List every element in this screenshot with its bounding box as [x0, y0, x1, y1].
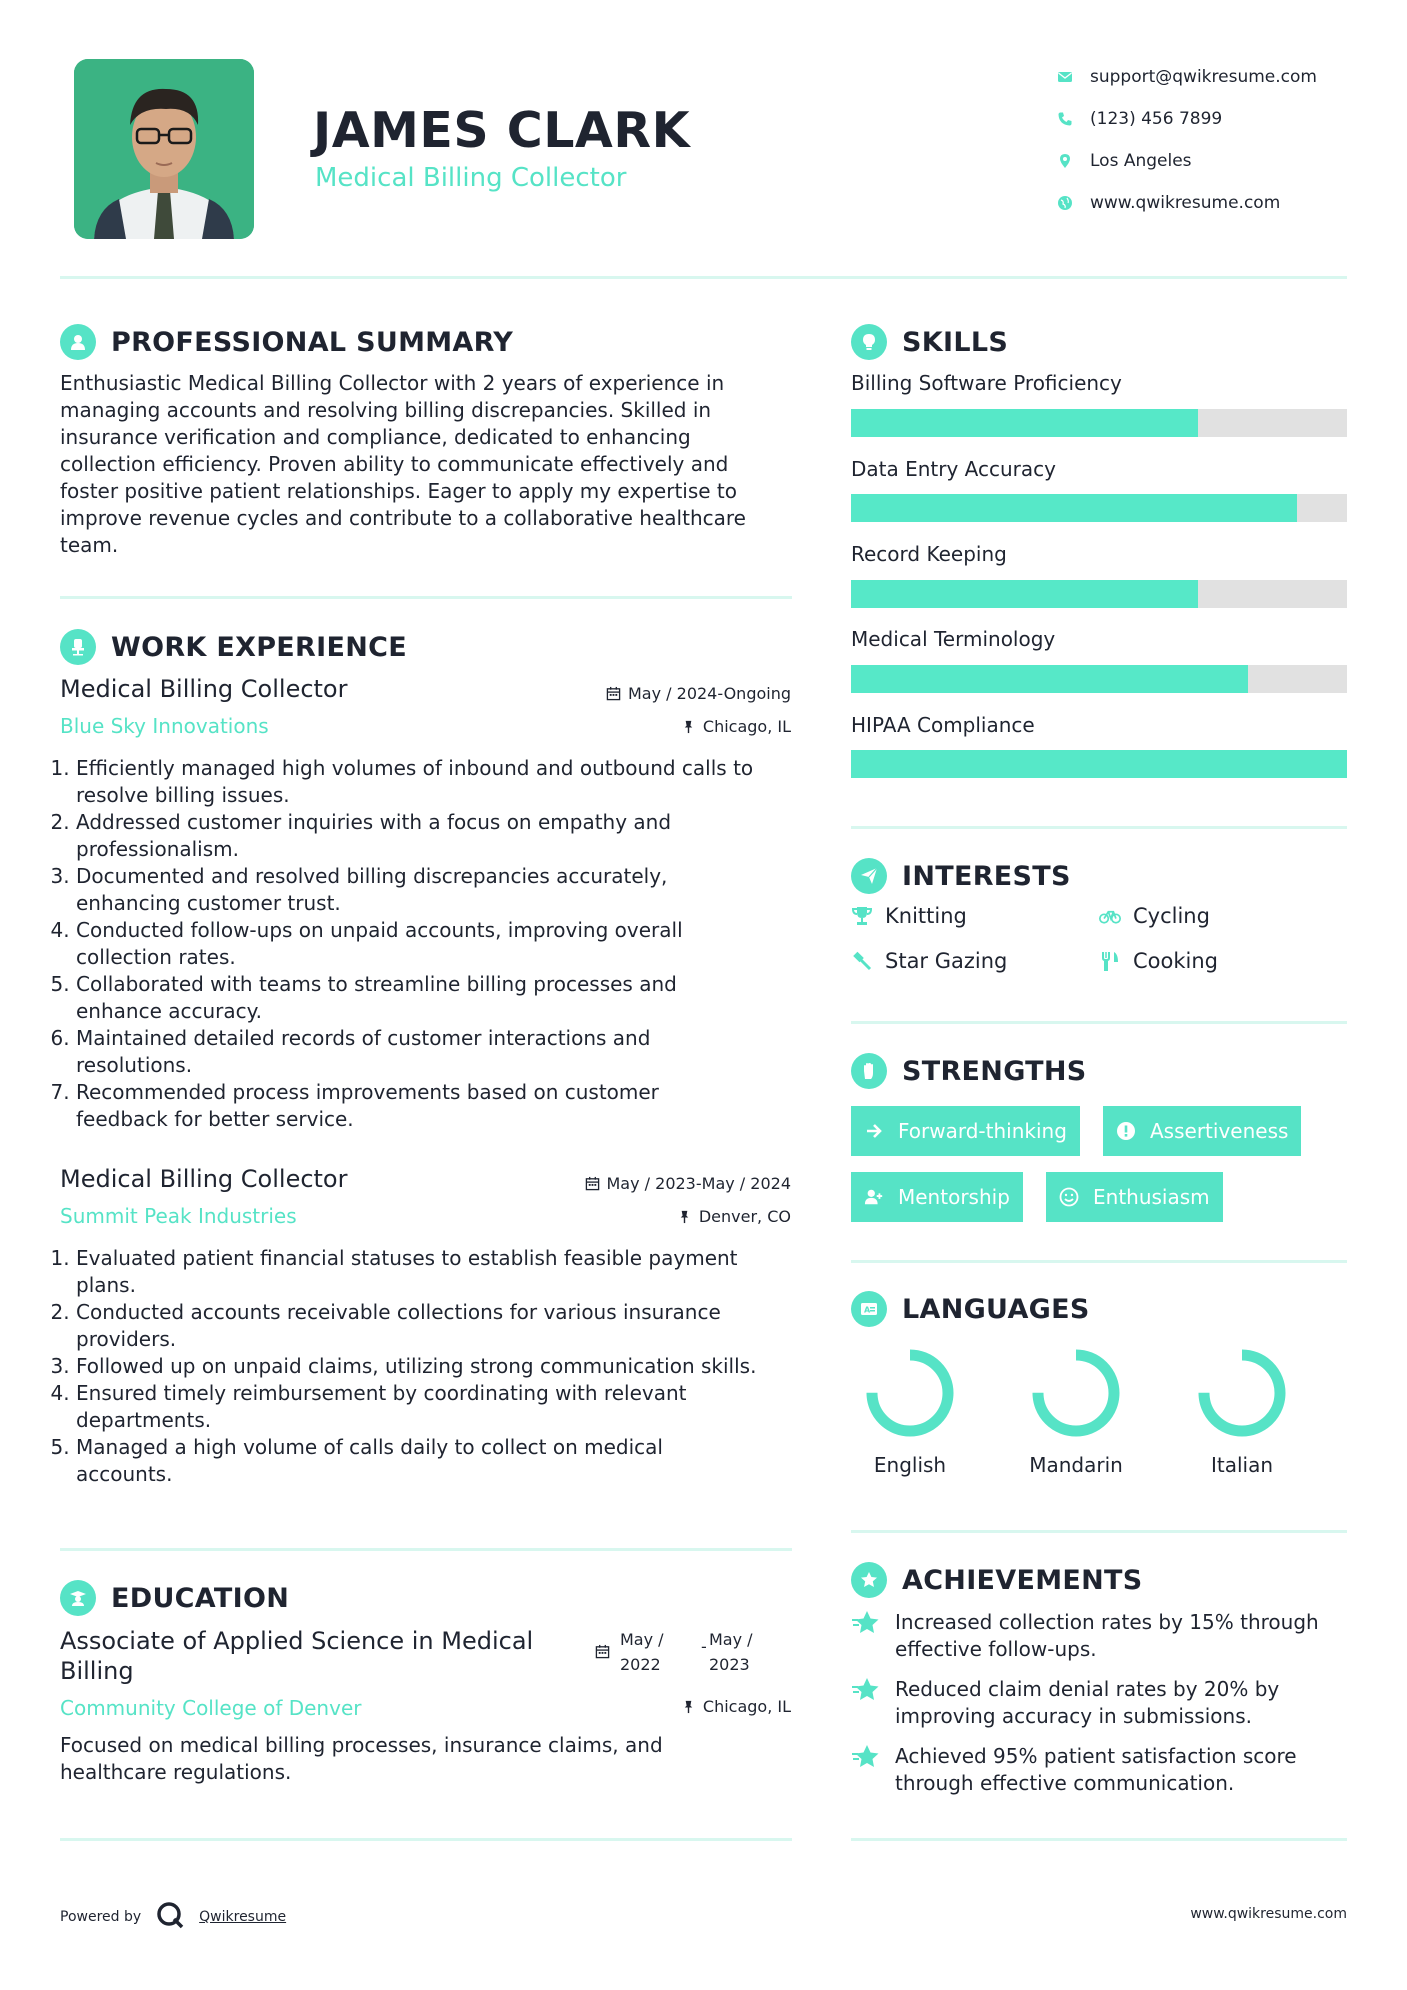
section-divider [60, 596, 792, 599]
language-ring-arc [1038, 1355, 1114, 1431]
language-ring [1194, 1345, 1290, 1441]
skill-bar [851, 750, 1347, 778]
job-2-location [500, 1207, 791, 1226]
achievements-title: ACHIEVEMENTS [902, 1564, 1143, 1596]
language-item [855, 1345, 965, 1477]
list-item: 2. Addressed customer inquiries with a focus on empathy and professionalism. [76, 809, 803, 863]
phone-icon [1057, 111, 1073, 127]
skill-bar-fill [851, 665, 1248, 693]
summary-line: insurance verification and compliance, dedicated to enhancing [60, 425, 691, 449]
language-label: English [873, 1453, 947, 1477]
education-location [500, 1697, 791, 1716]
list-item: 3. Followed up on unpaid claims, utilizing strong communication skills. [76, 1353, 803, 1380]
list-item: 5. Managed a high volume of calls daily to collect on medical accounts. [76, 1434, 803, 1488]
skill-label: Billing Software Proficiency [851, 371, 1122, 395]
pin-icon [681, 719, 696, 734]
achievement-item: Reduced claim denial rates by 20% by improving accuracy in submissions. [851, 1676, 1279, 1730]
list-item: 1. Efficiently managed high volumes of inbound and outbound calls to resolve billing issues. [76, 755, 803, 809]
interest-label: Cooking [1133, 949, 1218, 973]
star-icon [851, 1675, 881, 1705]
strengths-heading [851, 1053, 1087, 1089]
section-divider [851, 1021, 1347, 1024]
strength-label: Forward-thinking [898, 1119, 1067, 1143]
interests-title: INTERESTS [902, 860, 1071, 892]
interest-label: Cycling [1133, 904, 1210, 928]
skill-bar [851, 580, 1347, 608]
skill-bar-fill [851, 494, 1297, 522]
contact-phone-text: (123) 456 7899 [1090, 109, 1223, 129]
interests-heading [851, 858, 1071, 894]
date-separator: - [701, 1637, 707, 1656]
calendar-icon [606, 686, 621, 701]
strengths-title: STRENGTHS [902, 1055, 1087, 1087]
graduate-icon [60, 1580, 96, 1616]
chair-icon [60, 629, 96, 665]
list-item: 1. Evaluated patient financial statuses to establish feasible payment plans. [76, 1245, 803, 1299]
education-description: Focused on medical billing processes, insurance claims, and healthcare regulations. [60, 1733, 663, 1784]
language-ring [862, 1345, 958, 1441]
strength-tag [851, 1172, 1023, 1222]
language-label: Italian [1210, 1453, 1274, 1477]
user-icon [60, 324, 96, 360]
interest-item [851, 904, 967, 928]
section-divider [60, 1838, 792, 1841]
job-2-title: Medical Billing Collector [60, 1165, 348, 1193]
job-2-location-text: Denver, CO [698, 1207, 791, 1226]
pin-icon [681, 1699, 696, 1714]
achievement-item: Increased collection rates by 15% through effective follow-ups. [851, 1609, 1319, 1663]
skill-bar-fill [851, 750, 1347, 778]
star-icon [851, 1742, 881, 1772]
candidate-name: JAMES CLARK [313, 102, 691, 159]
globe-icon [1057, 195, 1073, 211]
summary-text [60, 370, 800, 559]
exclamation-circle-icon [1116, 1121, 1136, 1141]
interest-label: Star Gazing [885, 949, 1008, 973]
skill-bar-fill [851, 580, 1198, 608]
svg-text:A: A [864, 1305, 871, 1315]
education-location-text: Chicago, IL [702, 1697, 791, 1716]
skill-label: Record Keeping [851, 542, 1007, 566]
list-item: 2. Conducted accounts receivable collections for various insurance providers. [76, 1299, 803, 1353]
footer-powered-by [60, 1900, 286, 1934]
strength-tag [851, 1106, 1080, 1156]
location-icon [1057, 153, 1073, 169]
school-name: Community College of Denver [60, 1696, 362, 1720]
summary-line: foster positive patient relationships. Eager to apply my expertise to [60, 479, 738, 503]
language-label: Mandarin [1029, 1453, 1123, 1477]
brand-link[interactable]: Qwikresume [199, 1909, 287, 1925]
lightbulb-icon [851, 324, 887, 360]
job-2-company: Summit Peak Industries [60, 1204, 297, 1228]
list-item: 4. Conducted follow-ups on unpaid accounts, improving overall collection rates. [76, 917, 803, 971]
paper-plane-icon [851, 858, 887, 894]
section-divider [60, 1548, 792, 1551]
language-item [1021, 1345, 1131, 1477]
language-ring [1028, 1345, 1124, 1441]
pin-icon [677, 1209, 692, 1224]
contact-email-text: support@qwikresume.com [1090, 67, 1317, 87]
summary-line: improve revenue cycles and contribute to a collaborative healthcare [60, 506, 746, 530]
job-1-location [500, 717, 791, 736]
skill-bar [851, 665, 1347, 693]
skills-title: SKILLS [902, 326, 1009, 358]
languages-title: LANGUAGES [902, 1293, 1090, 1325]
candidate-title: Medical Billing Collector [315, 163, 627, 193]
skill-label: Data Entry Accuracy [851, 457, 1056, 481]
trophy-icon [851, 905, 873, 927]
contact-website[interactable] [1054, 182, 1384, 224]
language-ring-arc [1204, 1355, 1280, 1431]
summary-line: Enthusiastic Medical Billing Collector with 2 years of experience in [60, 371, 725, 395]
strength-label: Mentorship [898, 1185, 1010, 1209]
languages-heading [851, 1291, 1090, 1327]
education-title: EDUCATION [111, 1582, 290, 1614]
summary-line: team. [60, 533, 119, 557]
job-1-company: Blue Sky Innovations [60, 714, 269, 738]
list-item: 6. Maintained detailed records of customer interactions and resolutions. [76, 1025, 803, 1079]
skill-bar [851, 494, 1347, 522]
contact-location-text: Los Angeles [1090, 151, 1192, 171]
summary-heading [60, 324, 513, 360]
job-1-title: Medical Billing Collector [60, 675, 348, 703]
summary-line: collection efficiency. Proven ability to communicate effectively and [60, 452, 729, 476]
education-heading [60, 1580, 289, 1616]
strength-label: Enthusiasm [1093, 1185, 1210, 1209]
list-item: 3. Documented and resolved billing discrepancies accurately, enhancing customer trust. [76, 863, 803, 917]
list-item: 4. Ensured timely reimbursement by coordinating with relevant departments. [76, 1380, 803, 1434]
list-item: 7. Recommended process improvements based on customer feedback for better service. [76, 1079, 803, 1133]
contact-location [1054, 140, 1384, 182]
work-title: WORK EXPERIENCE [111, 631, 407, 663]
achievements-heading [851, 1562, 1143, 1598]
smile-icon [1059, 1187, 1079, 1207]
language-item [1187, 1345, 1297, 1477]
skill-bar [851, 409, 1347, 437]
strength-label: Assertiveness [1150, 1119, 1289, 1143]
powered-by-text: Powered by [60, 1909, 142, 1925]
skill-label: HIPAA Compliance [851, 713, 1035, 737]
summary-title: PROFESSIONAL SUMMARY [111, 326, 514, 358]
contact-website-text: www.qwikresume.com [1090, 193, 1281, 213]
arrow-right-icon [864, 1121, 884, 1141]
work-heading [60, 629, 407, 665]
interest-item [1099, 949, 1218, 973]
job-2-duties [58, 1245, 803, 1488]
education-date-start: May / 2022 [620, 1630, 664, 1674]
utensils-icon [1099, 950, 1121, 972]
profile-photo [74, 59, 254, 239]
contact-list [1054, 56, 1384, 224]
interest-item [851, 949, 1007, 973]
strength-tag [1046, 1172, 1223, 1222]
interest-label: Knitting [885, 904, 967, 928]
job-1-date-text: May / 2024-Ongoing [628, 684, 791, 703]
star-icon [851, 1608, 881, 1638]
language-ring-arc [872, 1355, 948, 1431]
gavel-icon [851, 950, 873, 972]
user-plus-icon [864, 1187, 884, 1207]
job-1-duties [58, 755, 803, 1133]
list-item: 5. Collaborated with teams to streamline billing processes and enhance accuracy. [76, 971, 803, 1025]
hand-icon [851, 1053, 887, 1089]
job-2-date-text: May / 2023-May / 2024 [606, 1174, 791, 1193]
qwikresume-logo-icon [155, 1900, 185, 1934]
interest-item [1099, 904, 1210, 928]
section-divider [851, 1838, 1347, 1841]
skill-label: Medical Terminology [851, 627, 1056, 651]
badge-icon [851, 1562, 887, 1598]
header-divider [60, 276, 1347, 279]
contact-email[interactable] [1054, 56, 1384, 98]
education-date-end: May / 2023 [709, 1630, 753, 1674]
summary-line: managing accounts and resolving billing discrepancies. Skilled in [60, 398, 712, 422]
degree-title: Associate of Applied Science in Medical Billing [60, 1627, 534, 1685]
footer-website[interactable]: www.qwikresume.com [1190, 1906, 1347, 1922]
section-divider [851, 826, 1347, 829]
job-1-date [500, 684, 791, 703]
contact-phone[interactable] [1054, 98, 1384, 140]
skill-bar-fill [851, 409, 1198, 437]
job-1-location-text: Chicago, IL [702, 717, 791, 736]
language-icon [851, 1291, 887, 1327]
job-2-date [500, 1174, 791, 1193]
skills-heading [851, 324, 1008, 360]
calendar-icon [595, 1644, 610, 1663]
achievement-item: Achieved 95% patient satisfaction score through effective communication. [851, 1743, 1297, 1797]
bicycle-icon [1099, 905, 1121, 927]
calendar-icon [585, 1176, 600, 1191]
email-icon [1057, 69, 1073, 85]
section-divider [851, 1260, 1347, 1263]
section-divider [851, 1530, 1347, 1533]
strength-tag [1103, 1106, 1301, 1156]
